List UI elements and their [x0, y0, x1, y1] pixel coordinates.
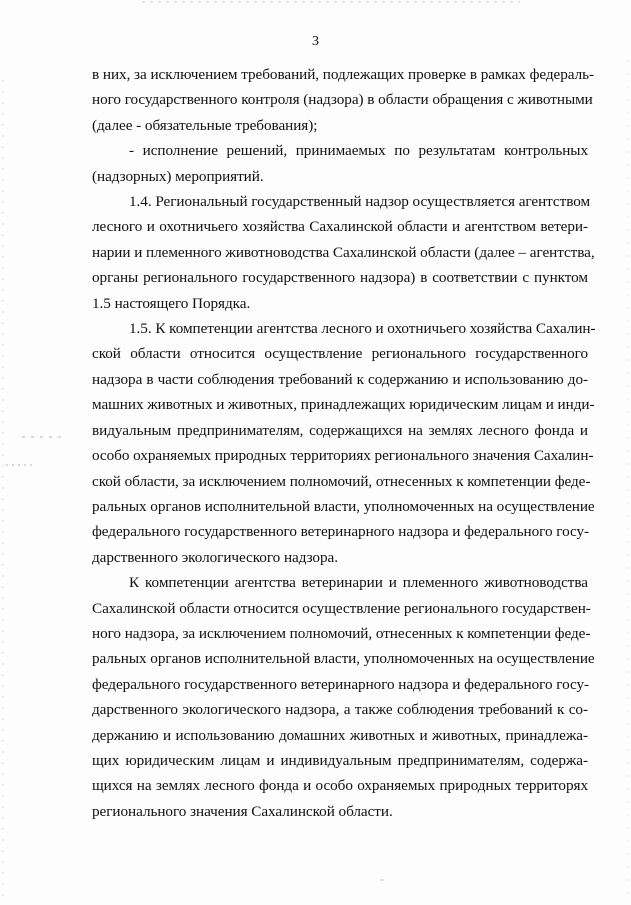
text-line: нарии и племенного животноводства Сахалинской области (далее – агентства, [92, 243, 595, 261]
text-line: - исполнение решений, принимаемых по результатам контрольных [129, 142, 588, 160]
text-line: особо охраняемых природных территориях регионального значения Сахалин- [92, 447, 594, 465]
text-line: федерального государственного ветеринарного надзора и федерального госу- [92, 675, 590, 693]
text-line: ской области, за исключением полномочий, отнесенных к компетенции феде- [92, 472, 591, 490]
text-line: 1.5 настоящего Порядка. [92, 294, 251, 312]
text-line: (надзорных) мероприятий. [92, 167, 264, 185]
text-line: надзора в части соблюдения требований к содержанию и использованию до- [92, 370, 588, 388]
text-line: дарственного экологического надзора, а также соблюдения требований к со- [92, 701, 588, 719]
text-line: машних животных и животных, принадлежащих юридическим лицам и инди- [92, 396, 595, 414]
text-line: видуальным предпринимателям, содержащихся на землях лесного фонда и [92, 421, 588, 439]
text-line: органы регионального государственного надзора) в соответствии с пунктом [92, 269, 588, 287]
text-line: лесного и охотничьего хозяйства Сахалинской области и агентством ветери- [92, 218, 588, 236]
text-line: ской области относится осуществление регионального государственного [92, 345, 588, 363]
text-line: щихся на землях лесного фонда и особо охраняемых природных территорях [92, 777, 588, 795]
text-line: ного надзора, за исключением полномочий, отнесенных к компетенции феде- [92, 624, 591, 642]
text-line: ральных органов исполнительной власти, уполномоченных на осуществление [92, 650, 595, 668]
text-line: 1.4. Региональный государственный надзор осуществляется агентством [129, 193, 591, 211]
text-line: держанию и использованию домашних животных и животных, принадлежа- [92, 726, 588, 744]
text-line: ральных органов исполнительной власти, уполномоченных на осуществление [92, 497, 595, 515]
paragraph-veterinary-competence [92, 570, 595, 824]
paragraph-decisions-execution [92, 138, 588, 189]
page-number: 3 [312, 34, 319, 49]
body-text [92, 62, 596, 824]
text-line: федерального государственного ветеринарного надзора и федерального госу- [92, 523, 590, 541]
paragraph-1-5 [92, 316, 596, 570]
text-line: щих юридическим лицам и индивидуальным предпринимателям, содержа- [92, 751, 588, 769]
text-line: дарственного экологического надзора. [92, 548, 338, 566]
paragraph-obligations-continued [92, 62, 595, 138]
text-line: (далее - обязательные требования); [92, 116, 318, 134]
text-line: Сахалинской области относится осуществление регионального государствен- [92, 599, 591, 617]
paragraph-1-4 [92, 189, 595, 316]
text-line: регионального значения Сахалинской области. [92, 802, 393, 820]
text-line: 1.5. К компетенции агентства лесного и охотничьего хозяйства Сахалин- [129, 320, 596, 338]
text-line: в них, за исключением требований, подлежащих проверке в рамках федераль- [92, 66, 595, 83]
text-line: К компетенции агентства ветеринарии и племенного животноводства [129, 574, 588, 592]
text-line: ного государственного контроля (надзора) в области обращения с животными [92, 91, 593, 109]
